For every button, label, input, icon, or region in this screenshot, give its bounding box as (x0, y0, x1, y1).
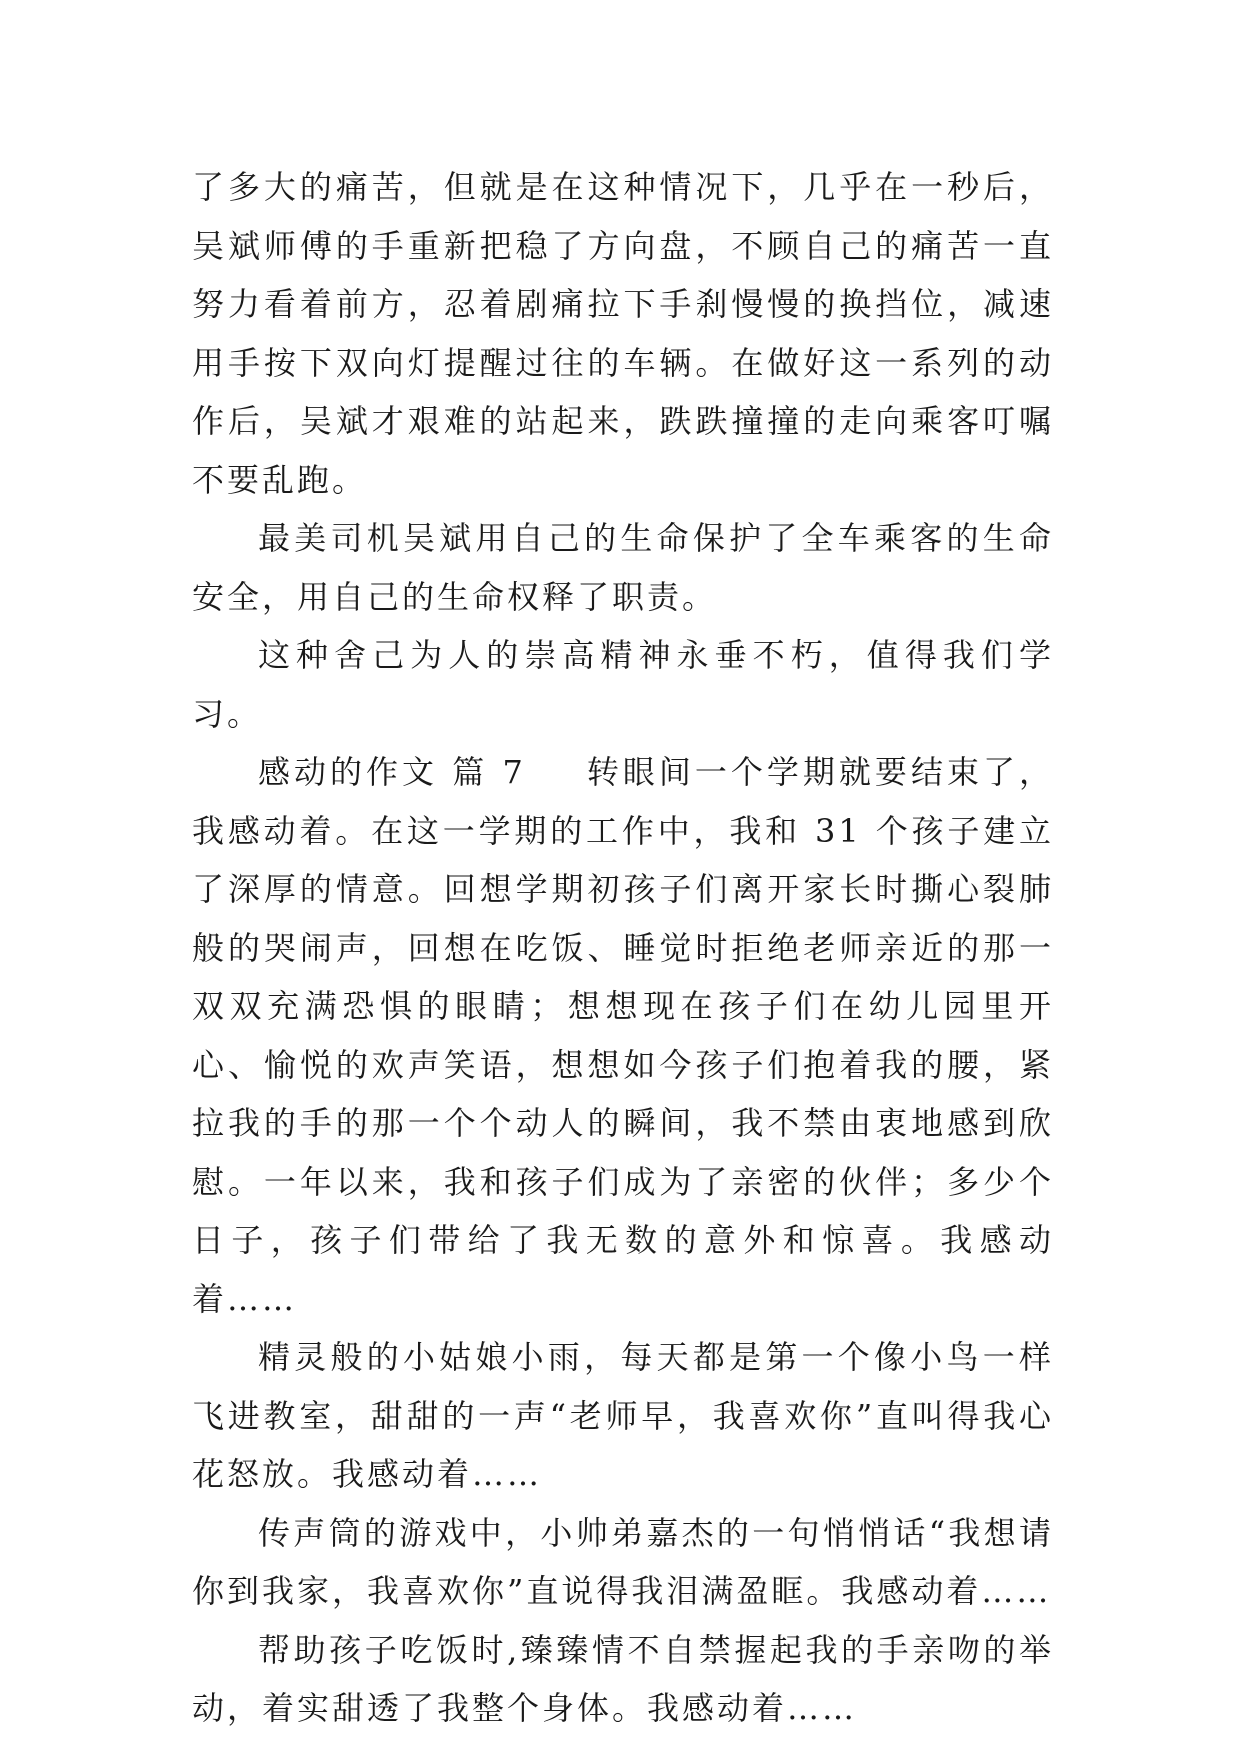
section-body: 转眼间一个学期就要结束了，我感动着。在这一学期的工作中，我和 31 个孩子建立了深厚的情意。回想学期初孩子们离开家长时撕心裂肺般的哭闹声，回想在吃饭、睡觉时拒绝老师亲近的那一双双充满恐惧的眼睛；想想现在孩子们在幼儿园里开心、愉悦的欢声笑语，想想如今孩子们抱着我的腰，紧拉我的手的那一个个动人的瞬间，我不禁由衷地感到欣慰。一年以来，我和孩子们成为了亲密的伙伴；多少个日子，孩子们带给了我无数的意外和惊喜。我感动着…… (192, 753, 1054, 1318)
paragraph-7: 帮助孩子吃饭时,臻臻情不自禁握起我的手亲吻的举动，着实甜透了我整个身体。我感动着…… (192, 1630, 1054, 1727)
paragraph-6: 传声筒的游戏中，小帅弟嘉杰的一句悄悄话“我想请你到我家，我喜欢你”直说得我泪满盈眶。我感动着…… (192, 1513, 1054, 1610)
paragraph-2: 最美司机吴斌用自己的生命保护了全车乘客的生命安全，用自己的生命权释了职责。 (192, 519, 1054, 616)
paragraph-3: 这种舍己为人的崇高精神永垂不朽，值得我们学习。 (192, 636, 1054, 733)
paragraph-5: 精灵般的小姑娘小雨，每天都是第一个像小鸟一样飞进教室，甜甜的一声“老师早，我喜欢你”直叫得我心花怒放。我感动着…… (192, 1338, 1054, 1493)
section-paragraph (192, 743, 1054, 1328)
paragraph-1: 了多大的痛苦，但就是在这种情况下，几乎在一秒后，吴斌师傅的手重新把稳了方向盘，不顾自己的痛苦一直努力看着前方，忍着剧痛拉下手刹慢慢的换挡位，减速用手按下双向灯提醒过往的车辆。在做好这一系列的动作后，吴斌才艰难的站起来，跌跌撞撞的走向乘客叮嘱不要乱跑。 (192, 168, 1054, 499)
document-body (192, 158, 1054, 1738)
section-heading: 感动的作文 篇 7 (258, 753, 526, 791)
